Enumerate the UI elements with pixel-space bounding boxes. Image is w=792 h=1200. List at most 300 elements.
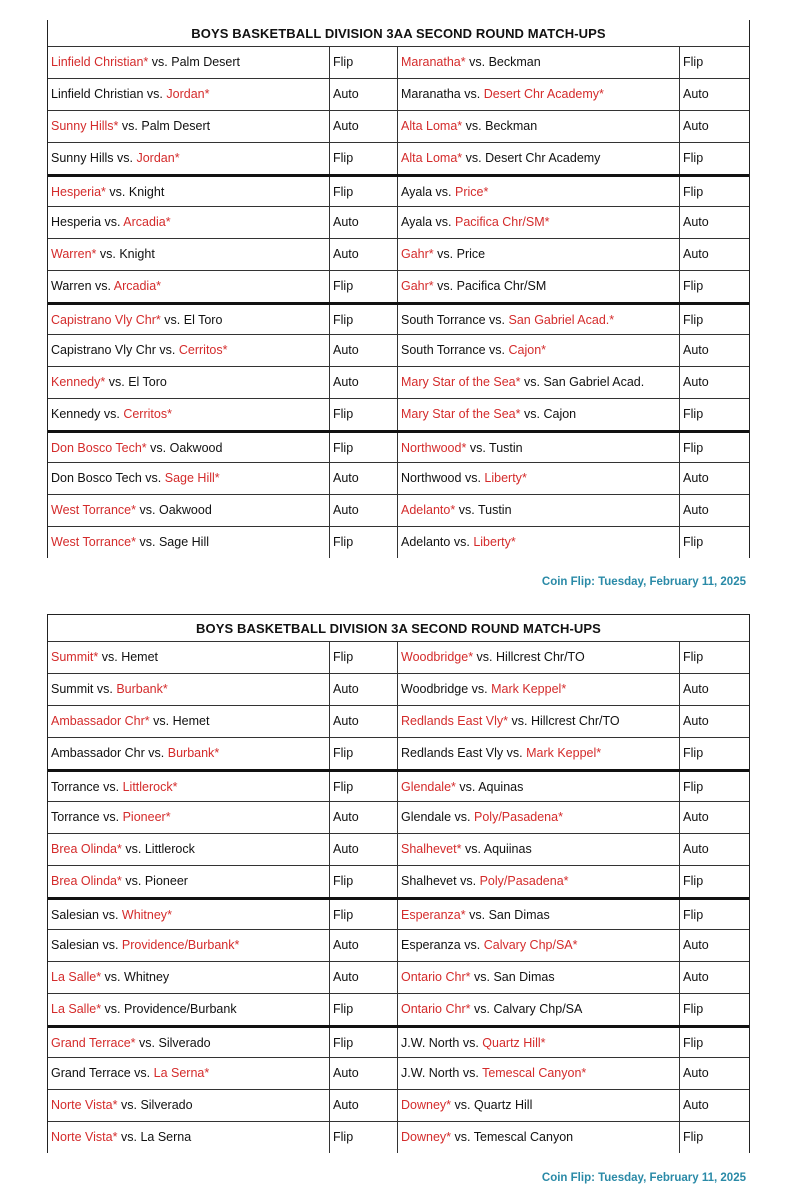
result-right: Flip bbox=[683, 746, 704, 760]
team-name: Summit bbox=[51, 682, 94, 696]
winner-star: * bbox=[167, 407, 172, 421]
table-row bbox=[48, 366, 749, 398]
result-right: Flip bbox=[683, 441, 704, 455]
matchup-left bbox=[48, 463, 330, 494]
vs-label: vs. bbox=[159, 343, 176, 357]
result-left: Auto bbox=[330, 335, 398, 366]
vs-label: vs. bbox=[109, 185, 126, 199]
winner-star: * bbox=[541, 343, 547, 357]
matchup-right bbox=[398, 900, 680, 929]
away-team bbox=[121, 650, 158, 664]
home-team bbox=[51, 343, 156, 357]
vs-label: vs. bbox=[125, 874, 142, 888]
away-team bbox=[484, 87, 604, 101]
home-team bbox=[401, 1066, 459, 1080]
away-team bbox=[168, 746, 219, 760]
table-title: BOYS BASKETBALL DIVISION 3AA SECOND ROUND MATCH-UPS bbox=[191, 26, 606, 41]
home-team bbox=[401, 313, 486, 327]
home-team bbox=[51, 682, 93, 696]
home-team bbox=[51, 215, 101, 229]
team-name: J.W. North bbox=[401, 1066, 460, 1080]
winner-star: * bbox=[100, 375, 106, 389]
team-name: Arcadia bbox=[113, 279, 157, 293]
vs-label: vs. bbox=[454, 1098, 471, 1112]
away-team bbox=[455, 215, 549, 229]
result-right: Auto bbox=[683, 215, 709, 229]
winner-star: * bbox=[465, 970, 471, 984]
away-team bbox=[123, 407, 172, 421]
team-name: Desert Chr Academy bbox=[485, 151, 601, 165]
result-right: Flip bbox=[683, 1036, 704, 1050]
vs-label: vs. bbox=[462, 1066, 479, 1080]
matchup-left bbox=[48, 900, 330, 929]
matchup-right bbox=[398, 111, 680, 142]
away-team bbox=[455, 185, 488, 199]
matchup-left bbox=[48, 1058, 330, 1089]
result-right: Flip bbox=[683, 1130, 704, 1144]
home-team bbox=[51, 714, 150, 728]
away-team bbox=[123, 780, 178, 794]
result-right: Flip bbox=[683, 874, 704, 888]
home-team bbox=[51, 908, 99, 922]
home-team bbox=[401, 1130, 451, 1144]
team-name: Summit bbox=[51, 650, 94, 664]
result-left: Auto bbox=[330, 111, 398, 142]
home-team bbox=[51, 407, 100, 421]
table-row bbox=[48, 993, 749, 1025]
result-left: Auto bbox=[330, 1090, 398, 1121]
matchup-left bbox=[48, 706, 330, 737]
table-row bbox=[48, 1025, 749, 1057]
table-row bbox=[48, 801, 749, 833]
matchup-left bbox=[48, 207, 330, 238]
table-row bbox=[48, 865, 749, 897]
away-team bbox=[140, 1098, 192, 1112]
team-name: Beckman bbox=[488, 55, 541, 69]
home-team bbox=[51, 471, 142, 485]
team-name: Temescal Canyon bbox=[473, 1130, 574, 1144]
home-team bbox=[51, 535, 136, 549]
table-row bbox=[48, 705, 749, 737]
away-team bbox=[482, 1036, 545, 1050]
winner-star: * bbox=[544, 215, 550, 229]
winner-star: * bbox=[162, 682, 168, 696]
vs-label: vs. bbox=[102, 938, 119, 952]
home-team bbox=[401, 842, 461, 856]
team-name: Downey bbox=[401, 1098, 447, 1112]
matchup-left bbox=[48, 738, 330, 769]
home-team bbox=[51, 1066, 131, 1080]
team-name: Mary Star of the Sea bbox=[401, 407, 516, 421]
team-name: Quartz Hill bbox=[474, 1098, 533, 1112]
result-left: Flip bbox=[330, 399, 398, 430]
team-name: Alta Loma bbox=[401, 119, 458, 133]
winner-star: * bbox=[599, 87, 604, 101]
matchup-right bbox=[398, 207, 680, 238]
matchup-right bbox=[398, 143, 680, 174]
matchup-left bbox=[48, 305, 330, 334]
result-right: Auto bbox=[683, 87, 709, 101]
home-team bbox=[51, 503, 136, 517]
result-right: Flip bbox=[683, 780, 704, 794]
matchup-right bbox=[398, 738, 680, 769]
vs-label: vs. bbox=[473, 1002, 490, 1016]
team-name: Arcadia bbox=[123, 215, 166, 229]
winner-star: * bbox=[234, 938, 240, 952]
vs-label: vs. bbox=[473, 970, 490, 984]
away-team bbox=[457, 247, 485, 261]
winner-star: * bbox=[581, 1066, 587, 1080]
vs-label: vs. bbox=[462, 1036, 479, 1050]
winner-star: * bbox=[131, 503, 137, 517]
team-name: Oakwood bbox=[158, 503, 212, 517]
team-name: Providence/Burbank bbox=[121, 938, 235, 952]
home-team bbox=[51, 1130, 117, 1144]
winner-star: * bbox=[503, 714, 509, 728]
team-name: Glendale bbox=[401, 810, 452, 824]
away-team bbox=[480, 874, 569, 888]
team-name: Beckman bbox=[485, 119, 538, 133]
result-left: Flip bbox=[330, 47, 398, 78]
vs-label: vs. bbox=[103, 810, 120, 824]
away-team bbox=[474, 1130, 573, 1144]
team-name: Poly/Pasadena bbox=[474, 810, 559, 824]
result-left: Auto bbox=[330, 239, 398, 270]
team-name: Pioneer bbox=[122, 810, 166, 824]
result-left: Auto bbox=[330, 495, 398, 526]
team-name: South Torrance bbox=[401, 343, 486, 357]
team-name: Desert Chr Academy bbox=[483, 87, 600, 101]
home-team bbox=[51, 780, 100, 794]
vs-label: vs. bbox=[139, 1036, 156, 1050]
winner-star: * bbox=[446, 1098, 452, 1112]
team-name: Oakwood bbox=[169, 441, 223, 455]
team-name: Grand Terrace bbox=[51, 1036, 131, 1050]
result-left: Flip bbox=[330, 994, 398, 1025]
vs-label: vs. bbox=[511, 714, 528, 728]
team-name: Palm Desert bbox=[141, 119, 211, 133]
table-rows bbox=[48, 46, 749, 558]
team-name: Tustin bbox=[489, 441, 523, 455]
home-team bbox=[51, 55, 148, 69]
vs-label: vs. bbox=[465, 119, 482, 133]
vs-label: vs. bbox=[96, 682, 113, 696]
team-name: Ontario Chr bbox=[401, 970, 466, 984]
table-row bbox=[48, 897, 749, 929]
table-row bbox=[48, 206, 749, 238]
table-row bbox=[48, 929, 749, 961]
home-team bbox=[401, 55, 466, 69]
home-team bbox=[401, 682, 468, 696]
winner-star: * bbox=[96, 1002, 102, 1016]
winner-star: * bbox=[130, 1036, 136, 1050]
team-name: Littlerock bbox=[144, 842, 195, 856]
away-team bbox=[473, 535, 515, 549]
vs-label: vs. bbox=[435, 215, 452, 229]
team-name: Brea Olinda bbox=[51, 874, 118, 888]
vs-label: vs. bbox=[459, 780, 476, 794]
winner-star: * bbox=[483, 185, 489, 199]
result-left: Flip bbox=[330, 866, 398, 897]
result-left: Auto bbox=[330, 207, 398, 238]
winner-star: * bbox=[204, 1066, 210, 1080]
result-left: Auto bbox=[330, 674, 398, 705]
away-team bbox=[114, 279, 161, 293]
team-name: Esperanza bbox=[401, 908, 461, 922]
table-row bbox=[48, 641, 749, 673]
winner-star: * bbox=[222, 343, 228, 357]
result-left: Auto bbox=[330, 1058, 398, 1089]
matchup-right bbox=[398, 772, 680, 801]
team-name: Redlands East Vly bbox=[401, 714, 504, 728]
winner-star: * bbox=[460, 55, 466, 69]
matchup-right bbox=[398, 1122, 680, 1153]
result-left: Flip bbox=[330, 1122, 398, 1153]
matchup-right bbox=[398, 834, 680, 865]
winner-star: * bbox=[144, 714, 150, 728]
winner-star: * bbox=[596, 746, 602, 760]
vs-label: vs. bbox=[104, 970, 121, 984]
vs-label: vs. bbox=[471, 682, 488, 696]
home-team bbox=[401, 908, 466, 922]
away-team bbox=[489, 55, 541, 69]
away-team bbox=[123, 215, 170, 229]
winner-star: * bbox=[609, 313, 615, 327]
away-team bbox=[124, 970, 169, 984]
team-name: Whitney bbox=[121, 908, 168, 922]
matchup-right bbox=[398, 930, 680, 961]
result-left: Auto bbox=[330, 930, 398, 961]
home-team bbox=[51, 119, 118, 133]
winner-star: * bbox=[172, 780, 178, 794]
home-team bbox=[401, 874, 457, 888]
team-name: Cerritos bbox=[178, 343, 223, 357]
winner-star: * bbox=[117, 874, 122, 888]
vs-label: vs. bbox=[458, 503, 475, 517]
winner-star: * bbox=[521, 471, 527, 485]
team-name: Jordan bbox=[136, 151, 175, 165]
away-team bbox=[145, 874, 188, 888]
team-name: Cerritos bbox=[123, 407, 168, 421]
team-name: Linfield Christian bbox=[51, 87, 144, 101]
vs-label: vs. bbox=[469, 55, 486, 69]
result-right: Flip bbox=[683, 1002, 704, 1016]
team-name: Salesian bbox=[51, 908, 99, 922]
vs-label: vs. bbox=[103, 407, 120, 421]
matchup-left bbox=[48, 772, 330, 801]
result-right: Auto bbox=[683, 343, 709, 357]
matchup-right bbox=[398, 866, 680, 897]
winner-star: * bbox=[174, 151, 180, 165]
table-row bbox=[48, 46, 749, 78]
table-row bbox=[48, 961, 749, 993]
team-name: Jordan bbox=[166, 87, 205, 101]
away-team bbox=[116, 682, 167, 696]
home-team bbox=[401, 343, 486, 357]
team-name: Mark Keppel bbox=[491, 682, 562, 696]
result-right: Auto bbox=[683, 1066, 709, 1080]
away-team bbox=[484, 471, 526, 485]
matchup-left bbox=[48, 642, 330, 673]
away-team bbox=[173, 714, 210, 728]
away-team bbox=[159, 535, 209, 549]
home-team bbox=[401, 151, 462, 165]
table-row bbox=[48, 430, 749, 462]
matchup-right bbox=[398, 962, 680, 993]
team-name: Pacifica Chr/SM bbox=[456, 279, 547, 293]
result-left: Auto bbox=[330, 463, 398, 494]
team-name: Palm Desert bbox=[171, 55, 241, 69]
team-name: Providence/Burbank bbox=[124, 1002, 237, 1016]
result-left: Flip bbox=[330, 433, 398, 462]
home-team bbox=[401, 503, 455, 517]
table-row bbox=[48, 398, 749, 430]
home-team bbox=[401, 247, 434, 261]
matchup-right bbox=[398, 1090, 680, 1121]
team-name: Ayala bbox=[401, 185, 433, 199]
result-right: Auto bbox=[683, 842, 709, 856]
home-team bbox=[401, 215, 432, 229]
team-name: Sage Hill bbox=[158, 535, 209, 549]
result-right: Auto bbox=[683, 1098, 709, 1112]
matchup-right bbox=[398, 177, 680, 206]
away-team bbox=[170, 441, 223, 455]
team-name: Gahr bbox=[401, 247, 429, 261]
table-row bbox=[48, 494, 749, 526]
result-right: Flip bbox=[683, 313, 704, 327]
home-team bbox=[401, 746, 503, 760]
team-name: Ambassador Chr bbox=[51, 746, 145, 760]
matchup-right bbox=[398, 399, 680, 430]
away-team bbox=[496, 650, 585, 664]
home-team bbox=[401, 780, 456, 794]
home-team bbox=[401, 1002, 470, 1016]
home-team bbox=[401, 279, 434, 293]
away-team bbox=[129, 185, 164, 199]
team-name: La Salle bbox=[51, 1002, 97, 1016]
coin-flip-date: Coin Flip: Tuesday, February 11, 2025 bbox=[541, 576, 746, 588]
team-name: Tustin bbox=[477, 503, 512, 517]
away-team bbox=[171, 55, 240, 69]
team-name: Cajon bbox=[543, 407, 577, 421]
matchup-left bbox=[48, 399, 330, 430]
away-team bbox=[159, 503, 212, 517]
winner-star: * bbox=[561, 682, 567, 696]
home-team bbox=[51, 842, 122, 856]
winner-star: * bbox=[558, 810, 563, 824]
away-team bbox=[457, 279, 547, 293]
result-right: Flip bbox=[683, 55, 704, 69]
vs-label: vs. bbox=[139, 535, 156, 549]
team-name: Woodbridge bbox=[401, 650, 469, 664]
result-right: Flip bbox=[683, 151, 704, 165]
table-row bbox=[48, 142, 749, 174]
winner-star: * bbox=[91, 247, 97, 261]
home-team bbox=[51, 1036, 136, 1050]
team-name: West Torrance bbox=[51, 503, 132, 517]
division-3a-table bbox=[47, 614, 750, 1153]
vs-label: vs. bbox=[524, 375, 540, 389]
home-team bbox=[51, 810, 100, 824]
vs-label: vs. bbox=[104, 215, 121, 229]
vs-label: vs. bbox=[454, 810, 471, 824]
matchup-right bbox=[398, 367, 680, 398]
matchup-left bbox=[48, 962, 330, 993]
result-left: Auto bbox=[330, 834, 398, 865]
winner-star: * bbox=[457, 119, 463, 133]
winner-star: * bbox=[131, 535, 137, 549]
result-left: Flip bbox=[330, 1028, 398, 1057]
team-name: Hesperia bbox=[51, 215, 102, 229]
matchup-left bbox=[48, 495, 330, 526]
away-team bbox=[489, 441, 523, 455]
matchup-left bbox=[48, 143, 330, 174]
team-name: Redlands East Vly bbox=[401, 746, 504, 760]
home-team bbox=[51, 1098, 117, 1112]
team-name: Sage Hill bbox=[164, 471, 215, 485]
result-right: Auto bbox=[683, 970, 709, 984]
table-row bbox=[48, 1057, 749, 1089]
vs-label: vs. bbox=[460, 874, 477, 888]
winner-star: * bbox=[117, 842, 122, 856]
matchup-left bbox=[48, 433, 330, 462]
vs-label: vs. bbox=[469, 908, 486, 922]
team-name: Kennedy bbox=[51, 407, 101, 421]
team-name: Don Bosco Tech bbox=[51, 441, 142, 455]
winner-star: * bbox=[101, 185, 106, 199]
matchup-right bbox=[398, 47, 680, 78]
away-team bbox=[122, 908, 172, 922]
vs-label: vs. bbox=[145, 471, 162, 485]
away-team bbox=[123, 810, 171, 824]
winner-star: * bbox=[465, 1002, 471, 1016]
away-team bbox=[482, 1066, 586, 1080]
team-name: Calvary Chp/SA bbox=[493, 1002, 583, 1016]
result-right: Auto bbox=[683, 503, 709, 517]
winner-star: * bbox=[428, 279, 434, 293]
vs-label: vs. bbox=[139, 503, 156, 517]
matchup-left bbox=[48, 866, 330, 897]
matchup-left bbox=[48, 111, 330, 142]
winner-star: * bbox=[156, 279, 162, 293]
vs-label: vs. bbox=[99, 247, 116, 261]
away-team bbox=[136, 151, 179, 165]
winner-star: * bbox=[214, 746, 220, 760]
table-row bbox=[48, 462, 749, 494]
team-name: Woodbridge bbox=[401, 682, 469, 696]
result-left: Auto bbox=[330, 802, 398, 833]
home-team bbox=[401, 119, 462, 133]
table-title: BOYS BASKETBALL DIVISION 3A SECOND ROUND MATCH-UPS bbox=[196, 621, 601, 636]
home-team bbox=[51, 746, 145, 760]
result-right: Auto bbox=[683, 375, 709, 389]
away-team bbox=[179, 343, 228, 357]
winner-star: * bbox=[461, 441, 467, 455]
team-name: Pacifica Chr/SM bbox=[455, 215, 545, 229]
team-name: Gahr bbox=[401, 279, 429, 293]
team-name: Calvary Chp/SA bbox=[483, 938, 573, 952]
team-name: South Torrance bbox=[401, 313, 486, 327]
winner-star: * bbox=[143, 55, 149, 69]
matchup-left bbox=[48, 1028, 330, 1057]
team-name: Cajon bbox=[508, 343, 542, 357]
winner-star: * bbox=[515, 375, 521, 389]
away-team bbox=[141, 119, 210, 133]
team-name: Price bbox=[456, 247, 486, 261]
vs-label: vs. bbox=[454, 1130, 471, 1144]
team-name: Ayala bbox=[401, 215, 433, 229]
team-name: Liberty bbox=[473, 535, 511, 549]
